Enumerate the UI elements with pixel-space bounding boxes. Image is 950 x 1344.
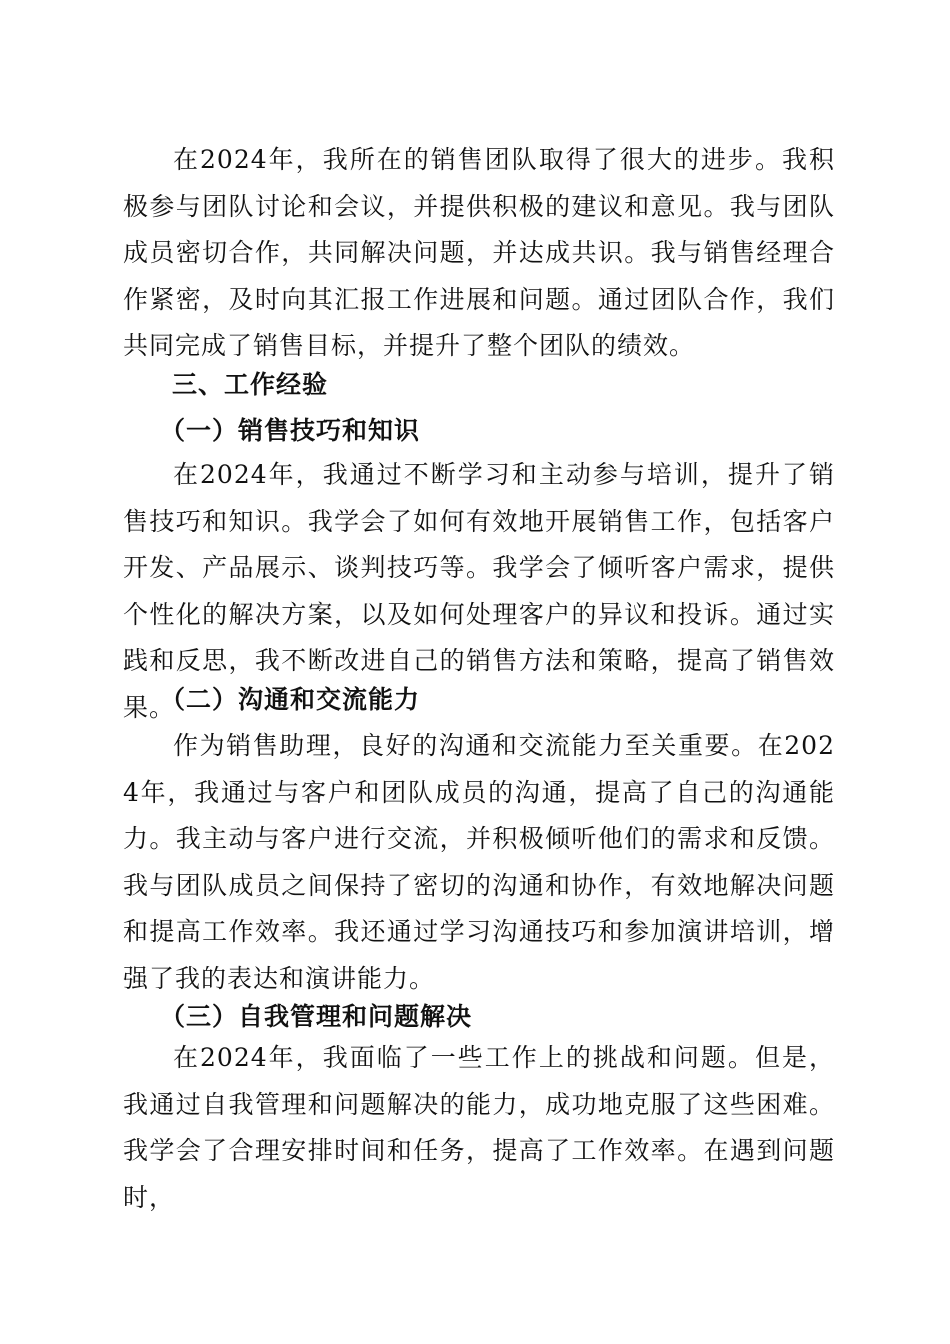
paragraph-team-progress: 在2024年，我所在的销售团队取得了很大的进步。我积极参与团队讨论和会议，并提供积极的建议和意见。我与团队成员密切合作，共同解决问题，并达成共识。我与销售经理合作紧密，及时向其汇报工作进展和问题。通过团队合作，我们共同完成了销售目标，并提升了整个团队的绩效。 xyxy=(123,145,835,360)
subsection-heading-sales-skills: （一）销售技巧和知识 xyxy=(160,416,421,445)
paragraph-communication: 作为销售助理，良好的沟通和交流能力至关重要。在2024年，我通过与客户和团队成员的沟通，提高了自己的沟通能力。我主动与客户进行交流，并积极倾听他们的需求和反馈。我与团队成员之间保持了密切的沟通和协作，有效地解决问题和提高工作效率。我还通过学习沟通技巧和参加演讲培训，增强了我的表达和演讲能力。 xyxy=(123,731,835,993)
subsection-heading-self-management: （三）自我管理和问题解决 xyxy=(160,1002,473,1031)
subsection-heading-communication: （二）沟通和交流能力 xyxy=(160,685,421,714)
section-heading-work-experience: 三、工作经验 xyxy=(172,370,329,399)
paragraph-sales-skills: 在2024年，我通过不断学习和主动参与培训，提升了销售技巧和知识。我学会了如何有效地开展销售工作，包括客户开发、产品展示、谈判技巧等。我学会了倾听客户需求，提供个性化的解决方案，以及如何处理客户的异议和投诉。通过实践和反思，我不断改进自己的销售方法和策略，提高了销售效果。 xyxy=(123,460,835,722)
paragraph-self-management: 在2024年，我面临了一些工作上的挑战和问题。但是，我通过自我管理和问题解决的能力，成功地克服了这些困难。我学会了合理安排时间和任务，提高了工作效率。在遇到问题时， xyxy=(123,1043,835,1212)
